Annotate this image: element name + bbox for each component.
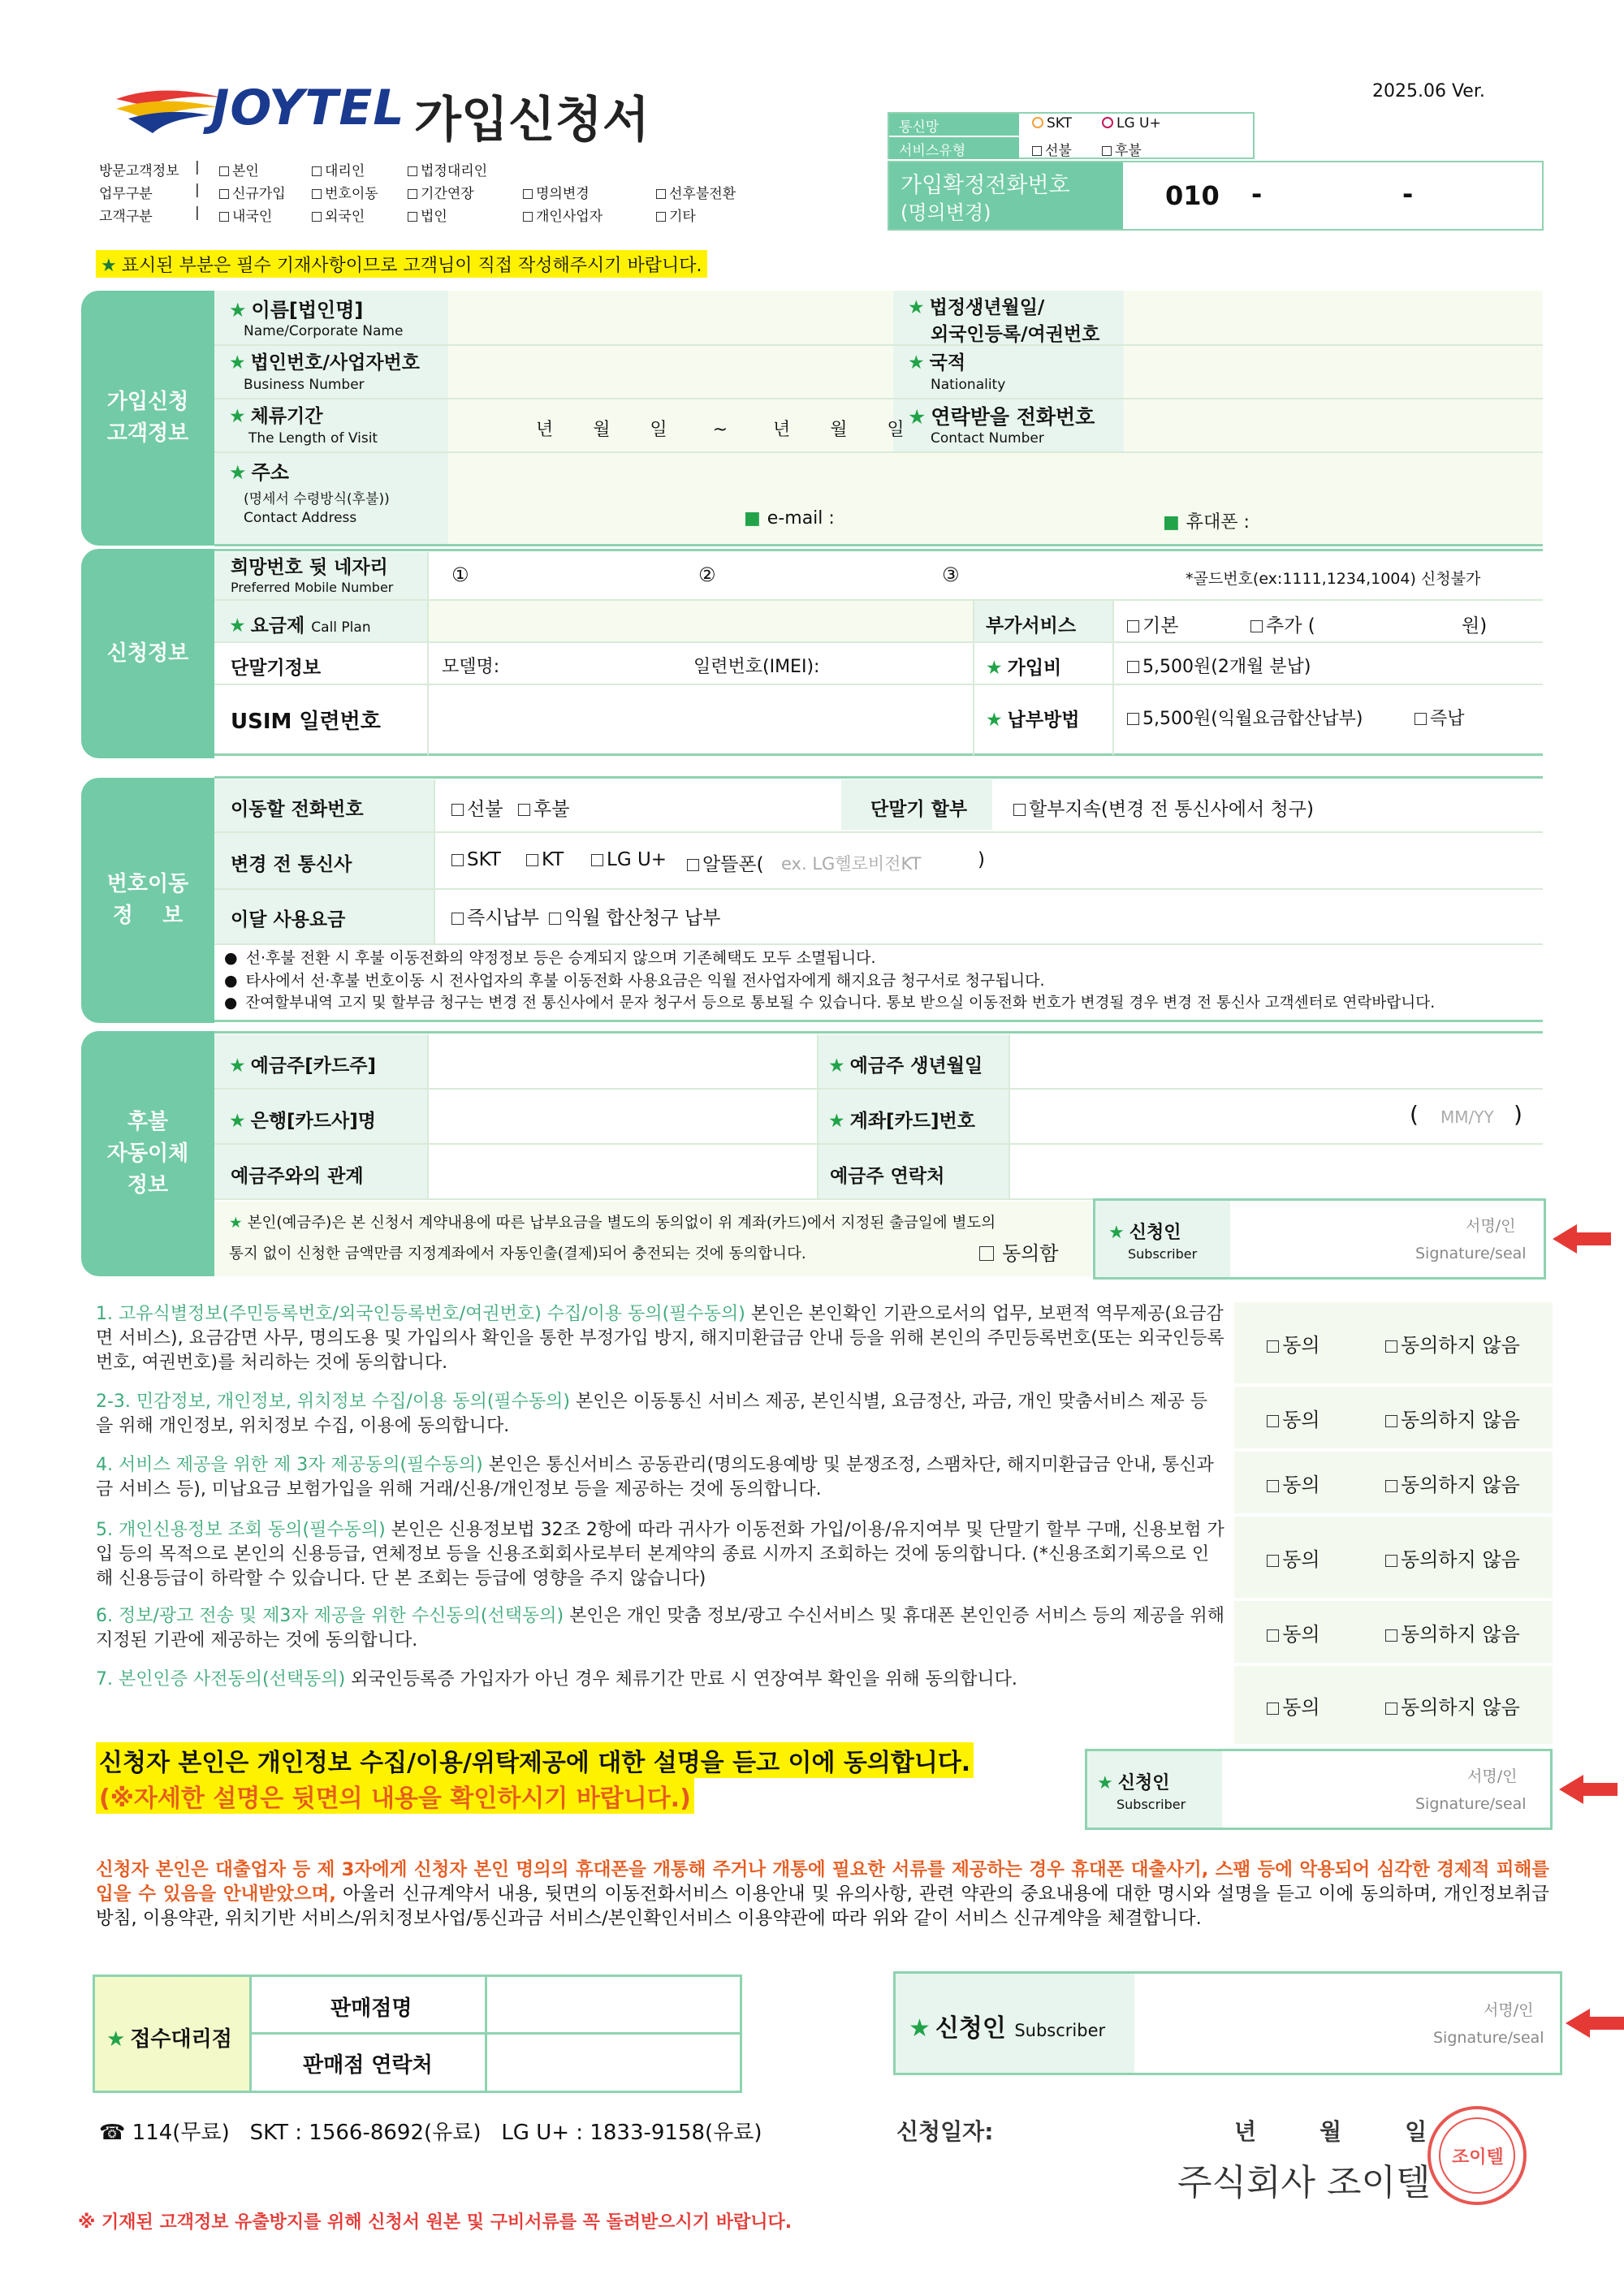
checkbox-icon [408,166,417,176]
checkbox-icon [1127,713,1139,725]
plan-label: ★ 요금제 Call Plan [229,615,371,637]
agree-checkbox[interactable]: 동의 [1267,1543,1320,1572]
prev-option-kt[interactable]: KT [526,849,564,870]
sign-hint: 서명/인 [1466,1217,1516,1235]
agreement-2-choices [1234,1387,1553,1448]
section-customer-info: 가입신청 고객정보 [81,291,214,546]
agent-box [93,1974,742,2093]
checkbox-icon [518,804,530,816]
section-apply-info: 신청정보 [81,549,214,758]
usim-field[interactable] [430,688,970,752]
addon-basic-option[interactable]: 기본 [1127,611,1178,637]
checkbox-icon [1385,1480,1397,1492]
store-phone-label: 판매점 연락처 [303,2053,433,2078]
checkbox-icon [408,189,417,199]
page-title: 가입신청서 [414,92,650,149]
required-notice: ★ 표시된 부분은 필수 기재사항이므로 고객님이 직접 작성해주시기 바랍니다. [96,250,707,278]
checkbox-icon [1267,1629,1279,1642]
installment-label: 단말기 할부 [870,799,968,820]
sign-hint: 서명/인 [1467,1767,1518,1785]
row-label: 업무구분 [99,186,153,202]
mvno-name-field[interactable]: ex. LG헬로비전KT [781,854,922,874]
nation-en-label: Nationality [931,377,1006,393]
checkbox-icon [1102,146,1112,156]
disagree-checkbox[interactable]: 동의하지 않음 [1385,1691,1520,1720]
join-fee-label: ★ 가입비 [986,658,1062,679]
agree-checkbox[interactable]: 동의 [1267,1691,1320,1720]
fee-option-next-month[interactable]: 익월 합산청구 납부 [549,903,720,930]
checkbox-icon [1385,1703,1397,1715]
pay-option-immediate[interactable]: 즉납 [1415,705,1465,730]
holder-birth-field[interactable] [1012,1038,1540,1085]
address-sub-label: (명세서 수령방식(후불)) [244,491,390,507]
phone-dash-2: - [1402,179,1414,209]
expiry-field[interactable]: MM/YY [1440,1107,1494,1127]
address-en-label: Contact Address [244,510,357,526]
checkbox-icon [1127,661,1139,673]
imei-label[interactable]: 일련번호(IMEI): [693,657,820,677]
port-option-prepaid[interactable]: 선불 [451,794,503,821]
mvno-close-paren: ) [978,849,985,870]
checkbox-icon [979,1246,994,1261]
relation-label: 예금주와의 관계 [231,1166,364,1187]
checkbox-icon [1032,146,1042,156]
version-label: 2025.06 Ver. [1372,81,1485,101]
company-seal: 조이텔 [1427,2106,1527,2205]
carrier-box [888,112,1255,159]
mobile-label: ■ 휴대폰 : [1163,512,1250,533]
carrier-option-lgu[interactable]: LG U+ [1102,115,1161,132]
birth-label: ★ 법정생년월일/ [908,297,1045,318]
option-domestic[interactable]: 내국인 [219,205,272,225]
wish-number-en-label: Preferred Mobile Number [231,580,394,595]
service-option-prepaid[interactable]: 선불 [1032,139,1072,159]
prev-option-skt[interactable]: SKT [451,849,501,870]
apply-date-fields[interactable]: 년 월 일 [1234,2118,1427,2145]
option-foreigner[interactable]: 외국인 [312,205,365,225]
expiry-open-paren: ( [1410,1101,1419,1128]
checkbox-icon [408,212,417,222]
bank-field[interactable] [430,1093,814,1140]
checkbox-icon [656,212,666,222]
option-extend[interactable]: 기간연장 [408,182,474,202]
holder-phone-field[interactable] [1012,1148,1540,1195]
section-autopay-info: 후불 자동이체 정보 [81,1031,214,1276]
port-notice-list [224,947,1540,1015]
autopay-signature-box[interactable] [1093,1198,1546,1280]
option-corporation[interactable]: 법인 [408,205,447,225]
checkbox-icon [1013,804,1026,816]
checkbox-icon [312,189,322,199]
wish-choice-1[interactable]: ① [451,563,469,586]
checkbox-icon [312,212,322,222]
final-signature-box[interactable] [893,1971,1562,2075]
month-fee-label: 이달 사용요금 [231,909,346,930]
section-port-info: 번호이동 정 보 [81,778,214,1023]
model-label[interactable]: 모델명: [442,657,500,677]
disagree-checkbox[interactable]: 동의하지 않음 [1385,1618,1520,1646]
birth-field[interactable] [1127,294,1540,341]
bizno-field[interactable] [451,347,890,395]
agree-checkbox[interactable]: 동의 [1267,1329,1320,1357]
checkbox-icon [219,166,229,176]
disagree-checkbox[interactable]: 동의하지 않음 [1385,1543,1520,1572]
warning-paragraph: 신청자 본인은 대출업자 등 제 3자에게 신청자 본인 명의의 휴대폰을 개통해 주거나 개통에 필요한 서류를 제공하는 경우 휴대폰 대출사기, 스팸 등에 악용되어 심각한 경제적 피해를 입을 수 있음을 안내받았으며, 아울러 신규계약서 내용, 뒷면의 이동전화서비스 이용안내 및 유의사항, 관련 약관의 중요내용에 대한 명시와 설명을 듣고 이에 동의하며, 개인정보취급방침, 이용약관, 위치기반 서비스/위치정보사업/통신과금 서비스/본인확인서비스 이용약관에 따라 위와 같이 서비스 신규계약을 체결합니다. [96,1859,1550,1929]
name-field[interactable] [451,294,890,341]
holder-field[interactable] [430,1038,814,1085]
agree-checkbox[interactable]: 동의 [1267,1469,1320,1497]
checkbox-icon [1385,1629,1397,1642]
contact-label: ★ 연락받을 전화번호 [908,405,1095,429]
stay-period-field[interactable]: 년 월 일 ~ 년 월 일 [536,420,905,440]
agree-checkbox[interactable]: 동의 [1267,1618,1320,1646]
arrow-left-icon [1566,2009,1624,2038]
signature-en-label: Subscriber [1128,1246,1198,1262]
agreement-4-choices [1234,1452,1553,1513]
store-phone-field[interactable] [490,2037,738,2087]
consent-confirm-line1: 신청자 본인은 개인정보 수집/이용/위탁제공에 대한 설명을 듣고 이에 동의합니다. [96,1742,974,1778]
birth-label-2: 외국인등록/여권번호 [931,324,1100,345]
port-phone-label: 이동할 전화번호 [231,799,364,820]
usim-label: USIM 일련번호 [231,710,381,734]
device-label: 단말기정보 [231,658,322,679]
stay-label: ★ 체류기간 [229,406,323,427]
list-item: ● 잔여할부내역 고지 및 할부금 청구는 변경 전 통신사에서 문자 청구서 등으로 통보될 수 있습니다. 통보 받으실 이동전화 번호가 변경될 경우 변경 전 통신사 고객센터로 연락바랍니다. [224,995,1436,1012]
nation-field[interactable] [1127,347,1540,395]
agreement-5: 5. 개인신용정보 조회 동의(필수동의) 본인은 신용정보법 32조 2항에 따라 귀사가 이동전화 가입/이용/유지여부 및 단말기 할부 구매, 신용보험 가입 등의 목적으로 본인의 신용등급, 연체정보 등을 신용조회회사로부터 본계약의 종료 시까지 조회하는 것에 동의합니다. (*신용조회기록으로 인해 신용등급이 하락할 수 있습니다. 단 본 조회는 등급에 영향을 주지 않습니다) [96,1520,1224,1589]
checkbox-icon [219,189,229,199]
autopay-agree-checkbox[interactable]: 동의함 [979,1237,1059,1266]
addon-extra-option[interactable]: 추가 ( [1250,611,1315,637]
checkbox-icon [451,854,464,866]
name-en-label: Name/Corporate Name [244,323,404,339]
checkbox-icon [219,212,229,222]
option-pre-post-switch[interactable]: 선후불전환 [656,182,736,202]
contact-field[interactable] [1127,401,1540,448]
checkbox-icon [656,189,666,199]
disagree-checkbox[interactable]: 동의하지 않음 [1385,1329,1520,1357]
arrow-left-icon [1553,1224,1611,1254]
radio-icon [1032,117,1043,128]
checkbox-icon [1250,620,1263,632]
bizno-en-label: Business Number [244,377,365,393]
bottom-notice: ※ 기재된 고객정보 유출방지를 위해 신청서 원본 및 구비서류를 꼭 돌려받으시기 바랍니다. [78,2212,793,2233]
checkbox-icon [1267,1555,1279,1567]
store-name-field[interactable] [490,1980,738,2029]
disagree-checkbox[interactable]: 동의하지 않음 [1385,1469,1520,1497]
sign-hint: 서명/인 [1484,2001,1534,2019]
nation-label: ★ 국적 [908,352,966,373]
confirm-label: 가입확정전화번호 [901,173,1070,198]
autopay-consent-line1: ★ 본인(예금주)은 본 신청서 계약내용에 따른 납부요금을 별도의 동의없이 위 계좌(카드)에서 지정된 출금일에 별도의 [229,1215,996,1232]
square-bullet-icon: ■ [744,508,761,529]
agreement-7: 7. 본인인증 사전동의(선택동의) 외국인등록증 가입자가 아닌 경우 체류기간 만료 시 연장여부 확인을 위해 동의합니다. [96,1669,1017,1690]
option-name-change[interactable]: 명의변경 [523,182,590,202]
checkbox-icon [1415,713,1427,725]
option-new[interactable]: 신규가입 [219,182,286,202]
signature-en-label: Subscriber [1116,1797,1186,1812]
addon-won-label: 원) [1462,615,1488,637]
confirm-number-box [888,161,1544,231]
carrier-label: 통신망 [899,119,939,136]
apply-date-label: 신청일자: [896,2118,994,2145]
row-label: 방문고객정보 [99,163,179,179]
installment-option[interactable]: 할부지속(변경 전 통신사에서 청구) [1013,794,1314,821]
checkbox-icon [1267,1703,1279,1715]
contact-phones: ☎ 114(무료) SKT : 1566-8692(유료) LG U+ : 1833-9158(유료) [99,2121,762,2145]
agreement-2: 2-3. 민감정보, 개인정보, 위치정보 수집/이용 동의(필수동의) 본인은 이동통신 서비스 제공, 본인식별, 요금정산, 과금, 개인 맞춤서비스 제공 등을 위해 개인정보, 위치정보 수집, 이용에 동의합니다. [96,1392,1207,1436]
holder-phone-label: 예금주 연락처 [830,1166,945,1187]
service-option-postpaid[interactable]: 후불 [1102,139,1142,159]
option-port[interactable]: 번호이동 [312,182,378,202]
service-label: 서비스유형 [899,143,966,159]
checkbox-icon [1385,1555,1397,1567]
checkbox-icon [451,804,464,816]
store-name-label: 판매점명 [330,1996,412,2021]
square-bullet-icon: ■ [1163,512,1180,533]
bank-label: ★ 은행[카드사]명 [229,1111,376,1132]
row-label: 고객구분 [99,209,153,225]
company-name: 주식회사 조이텔 [1177,2162,1431,2203]
account-label: ★ 계좌[카드]번호 [828,1111,975,1132]
option-agent[interactable]: 대리인 [312,159,365,179]
wish-choice-3[interactable]: ③ [942,563,960,586]
signature-label: ★ 신청인 [1097,1773,1170,1793]
agreement-1-choices [1234,1302,1553,1383]
sign-hint-en: Signature/seal [1433,2029,1544,2047]
checkbox-icon [451,913,464,925]
checkbox-icon [1267,1415,1279,1427]
option-other[interactable]: 기타 [656,205,696,225]
radio-icon [1102,117,1113,128]
holder-birth-label: ★ 예금주 생년월일 [828,1055,983,1077]
option-self[interactable]: 본인 [219,159,259,179]
plan-field[interactable] [430,604,970,640]
phone-prefix: 010 [1165,180,1220,211]
agent-label: ★ 접수대리점 [106,2027,232,2052]
checkbox-icon [549,913,561,925]
signature-label: ★ 신청인 [1108,1223,1181,1243]
logo [112,80,405,145]
checkbox-icon [312,166,322,176]
account-field[interactable] [1012,1093,1402,1140]
consent-confirm-line2: (※자세한 설명은 뒷면의 내용을 확인하시기 바랍니다.) [96,1778,694,1814]
checkbox-icon [1127,620,1139,632]
email-label: ■ e-mail : [744,508,835,529]
port-option-postpaid[interactable]: 후불 [518,794,569,821]
agreement-1: 1. 고유식별정보(주민등록번호/외국인등록번호/여권번호) 수집/이용 동의(필수동의) 본인은 본인확인 기관으로서의 업무, 보편적 역무제공(요금감면 서비스), 요금감면 사무, 명의도용 및 가입의사 확인을 통한 부정가입 방지, 해지미환급금 안내 등을 위해 본인의 주민등록번호(또는 외국인등록번호, 여권번호)를 처리하는 것에 동의합니다. [96,1304,1224,1373]
agreement-6: 6. 정보/광고 전송 및 제3자 제공을 위한 수신동의(선택동의) 본인은 개인 맞춤 정보/광고 수신서비스 및 휴대폰 본인인증 서비스 등의 제공을 위해 지정된 기관에 제공하는 것에 동의합니다. [96,1606,1224,1651]
agree-checkbox[interactable]: 동의 [1267,1404,1320,1432]
address-label: ★ 주소 [229,461,289,484]
checkbox-icon [523,212,533,222]
checkbox-icon [526,854,538,866]
stay-en-label: The Length of Visit [248,430,378,447]
contact-en-label: Contact Number [931,430,1044,447]
join-fee-option[interactable]: 5,500원(2개월 분납) [1127,653,1311,678]
prev-option-mvno[interactable]: 알뜰폰( [687,849,764,876]
gold-number-note: *골드번호(ex:1111,1234,1004) 신청불가 [1186,570,1481,588]
sign-hint-en: Signature/seal [1415,1245,1527,1262]
agreement-4: 4. 서비스 제공을 위한 제 3자 제공동의(필수동의) 본인은 통신서비스 공동관리(명의도용예방 및 분쟁조정, 스팸차단, 해지미환급금 안내, 통신과금 서비스 등), 미납요금 보험가입을 위해 거래/신용/개인정보 등을 제공하는 것에 동의합니다. [96,1455,1214,1500]
checkbox-icon [1385,1340,1397,1353]
pay-method-label: ★ 납부방법 [986,710,1080,731]
agreement-5-choices [1234,1517,1553,1598]
prev-option-lgu[interactable]: LG U+ [591,849,667,870]
confirm-sub-label: (명의변경) [901,201,991,224]
consent-signature-box[interactable] [1085,1749,1553,1830]
sign-hint-en: Signature/seal [1415,1795,1527,1813]
checkbox-icon [591,854,603,866]
option-legal-agent[interactable]: 법정대리인 [408,159,487,179]
name-label: ★ 이름[법인명] [229,299,364,322]
autopay-consent-line2: 통지 없이 신청한 금액만큼 지정계좌에서 자동인출(결제)되어 충전되는 것에 동의합니다. [229,1245,806,1262]
relation-field[interactable] [430,1148,814,1195]
holder-label: ★ 예금주[카드주] [229,1055,376,1077]
wish-number-label: 희망번호 뒷 네자리 [231,557,388,578]
checkbox-icon [1267,1340,1279,1353]
pay-option-monthly[interactable]: 5,500원(익월요금합산납부) [1127,705,1363,730]
visitor-info: 방문고객정보 | 본인 대리인 법정대리인 업무구분 | 신규가입 번호이동 기간연장 명의변경 선후불전환 고객구분 | 내국인 외국인 법인 개인사업자 기타 [99,159,736,225]
wish-choice-2[interactable]: ② [698,563,716,586]
carrier-option-skt[interactable]: SKT [1032,115,1072,132]
checkbox-icon [1385,1415,1397,1427]
disagree-checkbox[interactable]: 동의하지 않음 [1385,1404,1520,1432]
checkbox-icon [687,859,699,871]
option-sole-proprietor[interactable]: 개인사업자 [523,205,603,225]
star-icon: ★ [101,256,117,276]
checkbox-icon [523,189,533,199]
phone-dash-1: - [1251,179,1263,209]
checkbox-icon [1267,1480,1279,1492]
addon-label: 부가서비스 [986,615,1077,637]
prev-carrier-label: 변경 전 통신사 [231,854,352,875]
expiry-close-paren: ) [1514,1101,1522,1128]
logo-swoosh-icon [112,83,226,140]
agreement-7-choices [1234,1666,1553,1744]
list-item: ● 선·후불 전환 시 후불 이동전화의 약정정보 등은 승계되지 않으며 기존혜택도 모두 소멸됩니다. [224,949,876,967]
address-field[interactable] [451,456,1540,508]
signature-label: ★ 신청인 Subscriber [909,2014,1106,2043]
bizno-label: ★ 법인번호/사업자번호 [229,352,420,373]
arrow-left-icon [1559,1775,1618,1804]
agreement-6-choices [1234,1601,1553,1663]
list-item: ● 타사에서 선·후불 번호이동 시 전사업자의 후불 이동전화 사용요금은 익월 전사업자에게 해지요금 청구서로 청구됩니다. [224,972,1045,990]
logo-text: JOYTEL [211,80,405,136]
fee-option-immediate[interactable]: 즉시납부 [451,903,539,930]
